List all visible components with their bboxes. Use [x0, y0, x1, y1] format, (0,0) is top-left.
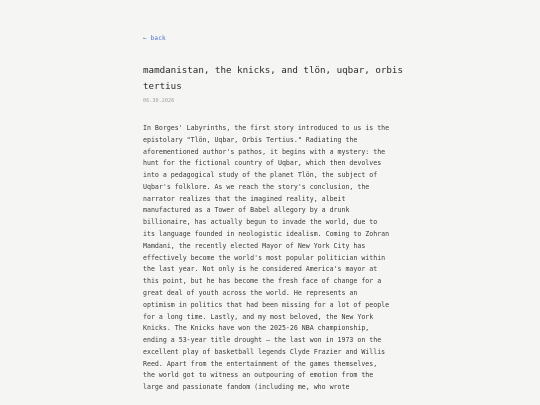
- post-title: mamdanistan, the knicks, and tlön, uqbar, orbis tertius: [143, 65, 403, 92]
- post-date: 06.30.2026: [143, 98, 175, 104]
- post-body: In Borges' Labyrinths, the first story introduced to us is the epistolary "Tlön, Uqbar, Orbis Tertius." Radiating the aforementioned author's pathos, it begins with a mystery: the hunt for the fictional country of Uqbar, which then devolves into a pedagogical study of the planet Tlön, the subject of Uqbar's folklore. As we reach the story's conclusion, the narrator realizes that the imagined reality, albeit manufactured as a Tower of Babel allegory by a drunk billionaire, has actually begun to invade the world, due to its language founded in neologistic idealism. Coming to Zohran Mamdani, the recently elected Mayor of New York City has effectively become the world's most popular politician within the last year. Not only is he considered America's mayor at this point, but he has become the fresh face of change for a great deal of youth across the world. He represents an optimism in politics that had been missing for a lot of people for a long time. Lastly, and my most beloved, the New York Knicks. The Knicks have won the 2025-26 NBA championship, ending a 53-year title drought — the last won in 1973 on the excellent play of basketball legends Clyde Frazier and Willis Reed. Apart from the entertainment of the games themselves, the world got to witness an outpouring of emotion from the large and passionate fandom (including me, who wrote: [143, 124, 390, 392]
- back-link[interactable]: ← back: [143, 35, 166, 42]
